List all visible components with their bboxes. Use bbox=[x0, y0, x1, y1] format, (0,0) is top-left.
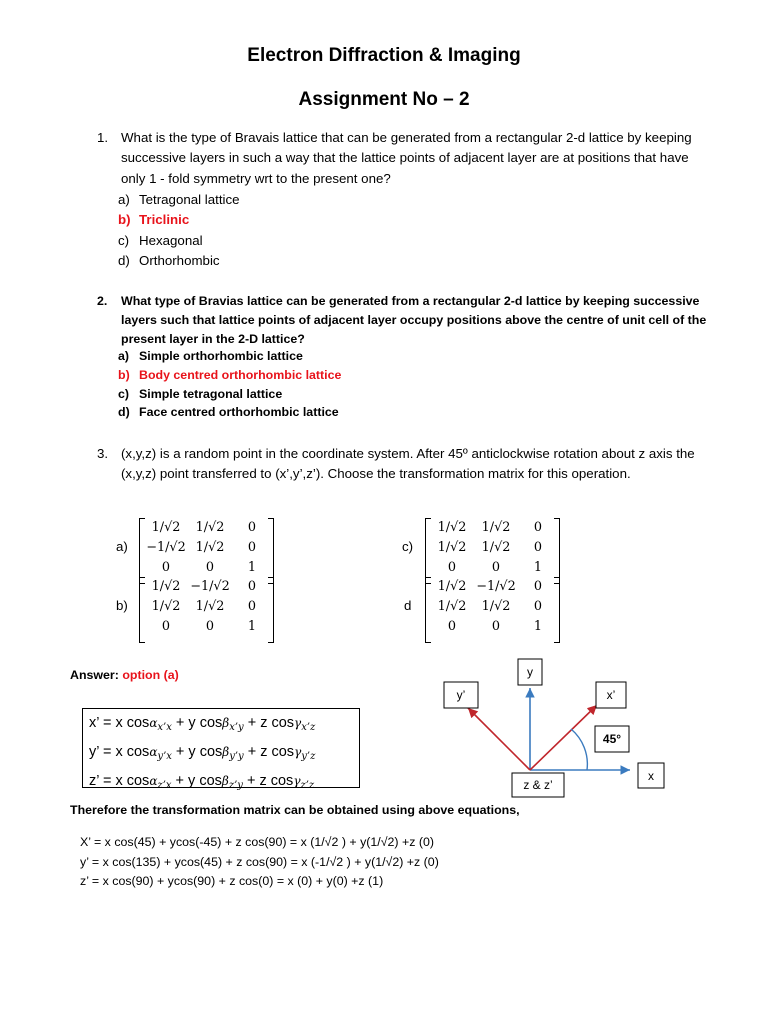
option-1c: c) Hexagonal bbox=[118, 233, 203, 248]
matrix-cell: 0 bbox=[247, 599, 257, 614]
question-number: 2. bbox=[97, 294, 108, 308]
matrix-cell: 0 bbox=[247, 579, 257, 594]
page-title: Electron Diffraction & Imaging bbox=[247, 45, 521, 66]
matrix-cell: 1/√2 bbox=[481, 540, 511, 555]
matrix-cell: 0 bbox=[533, 579, 543, 594]
question-number: 1. bbox=[97, 130, 109, 145]
matrix-cell: 0 bbox=[161, 560, 171, 575]
matrix-cell: 0 bbox=[533, 540, 543, 555]
option-2a: a) Simple orthorhombic lattice bbox=[118, 349, 303, 363]
question-text: (x,y,z) is a random point in the coordinate system. After 45º anticlockwise rotation about z axis the (x,y,z) point transferred to (x’,y’,z’). Choose the transformation matrix for this operation. bbox=[121, 446, 695, 482]
question-number: 3. bbox=[97, 446, 109, 461]
equations-box bbox=[82, 708, 360, 791]
option-2c: c) Simple tetragonal lattice bbox=[118, 387, 283, 401]
matrix-d bbox=[425, 579, 560, 639]
option-1d: d) Orthorhombic bbox=[118, 253, 220, 268]
derivation-x: X’ = x cos(45) + ycos(-45) + z cos(90) = x (1/√2 ) + y(1/√2) +z (0) bbox=[80, 835, 434, 849]
option-2d: d) Face centred orthorhombic lattice bbox=[118, 405, 339, 419]
matrix-cell: 0 bbox=[533, 520, 543, 535]
equation-z: z’ = x cosα$_{z’x}$ + y cosβ$_{z’y}$ + z cosγ$_{z’z}$ bbox=[89, 773, 315, 791]
assignment-number: Assignment No – 2 bbox=[298, 89, 470, 110]
matrix-label-b: b) bbox=[116, 598, 128, 613]
matrix-cell: 1/√2 bbox=[151, 579, 181, 594]
matrix-cell: 0 bbox=[161, 619, 171, 634]
matrix-cell: 1 bbox=[533, 619, 543, 634]
matrix-label-c: c) bbox=[402, 539, 414, 554]
matrix-cell: 1/√2 bbox=[437, 579, 467, 594]
answer-line: Answer: option (a) bbox=[70, 668, 179, 682]
answer-value: option (a) bbox=[122, 668, 179, 682]
therefore-text: Therefore the transformation matrix can be obtained using above equations, bbox=[70, 803, 520, 817]
matrix-cell: 0 bbox=[491, 560, 501, 575]
label-x: x bbox=[648, 769, 654, 783]
matrix-cell: 1/√2 bbox=[151, 599, 181, 614]
question-text: What type of Bravias lattice can be generated from a rectangular 2-d lattice by keeping successive layers such that lattice points of adjacent layer occupy positions above the centre of unit cell of the present layer in the 2-D lattice? bbox=[121, 294, 707, 346]
label-x-prime: x’ bbox=[606, 688, 616, 702]
equation-y: y’ = x cosα$_{y’x}$ + y cosβ$_{y’y}$ + z cosγ$_{y’z}$ bbox=[89, 744, 316, 762]
matrix-cell: 1/√2 bbox=[481, 599, 511, 614]
matrix-cell: 1/√2 bbox=[195, 599, 225, 614]
derivation-y: y’ = x cos(135) + ycos(45) + z cos(90) = x (-1/√2 ) + y(1/√2) +z (0) bbox=[80, 855, 439, 869]
option-1b-correct: b) Triclinic bbox=[118, 212, 190, 227]
matrix-cell: 1 bbox=[247, 619, 257, 634]
matrix-b bbox=[139, 579, 274, 639]
question-text: What is the type of Bravais lattice that can be generated from a rectangular 2-d lattice by keeping successive layers in such a way that the lattice points of adjacent layer are at positions that have only 1 - fold symmetry wrt to the present one? bbox=[121, 130, 692, 186]
matrix-label-a: a) bbox=[116, 539, 128, 554]
matrix-cell: 0 bbox=[205, 619, 215, 634]
matrix-cell: 1 bbox=[533, 560, 543, 575]
label-y-prime: y’ bbox=[456, 688, 466, 702]
matrix-cell: 0 bbox=[491, 619, 501, 634]
angle-arc bbox=[571, 729, 587, 770]
option-1a: a) Tetragonal lattice bbox=[118, 192, 240, 207]
label-angle: 45° bbox=[602, 732, 622, 746]
matrix-cell: 0 bbox=[447, 619, 457, 634]
matrix-c bbox=[425, 520, 560, 580]
derivation-z: z’ = x cos(90) + ycos(90) + z cos(0) = x (0) + y(0) +z (1) bbox=[80, 874, 384, 888]
label-z: z & z’ bbox=[523, 778, 553, 792]
matrix-cell: 1/√2 bbox=[437, 520, 467, 535]
matrix-cell: 1/√2 bbox=[195, 520, 225, 535]
matrix-cell: 1/√2 bbox=[437, 599, 467, 614]
matrix-cell: 1/√2 bbox=[151, 520, 181, 535]
matrix-cell: 1 bbox=[247, 560, 257, 575]
matrix-cell: 0 bbox=[247, 540, 257, 555]
matrix-cell: 0 bbox=[205, 560, 215, 575]
y-prime-arrow bbox=[468, 708, 530, 770]
matrix-cell: 1/√2 bbox=[481, 520, 511, 535]
matrix-cell: 1/√2 bbox=[195, 540, 225, 555]
matrix-cell: 0 bbox=[247, 520, 257, 535]
matrix-cell: −1/√2 bbox=[190, 579, 230, 594]
matrix-cell: −1/√2 bbox=[476, 579, 516, 594]
equation-x: x’ = x cosα$_{x’x}$ + y cosβ$_{x’y}$ + z cosγ$_{x’z}$ bbox=[89, 715, 316, 733]
matrix-cell: 1/√2 bbox=[437, 540, 467, 555]
rotation-diagram bbox=[440, 655, 680, 800]
label-y: y bbox=[527, 665, 533, 679]
option-2b-correct: b) Body centred orthorhombic lattice bbox=[118, 368, 342, 382]
matrix-label-d: d bbox=[404, 598, 412, 613]
matrix-cell: −1/√2 bbox=[146, 540, 186, 555]
matrix-cell: 0 bbox=[447, 560, 457, 575]
matrix-cell: 0 bbox=[533, 599, 543, 614]
matrix-a bbox=[139, 520, 274, 580]
